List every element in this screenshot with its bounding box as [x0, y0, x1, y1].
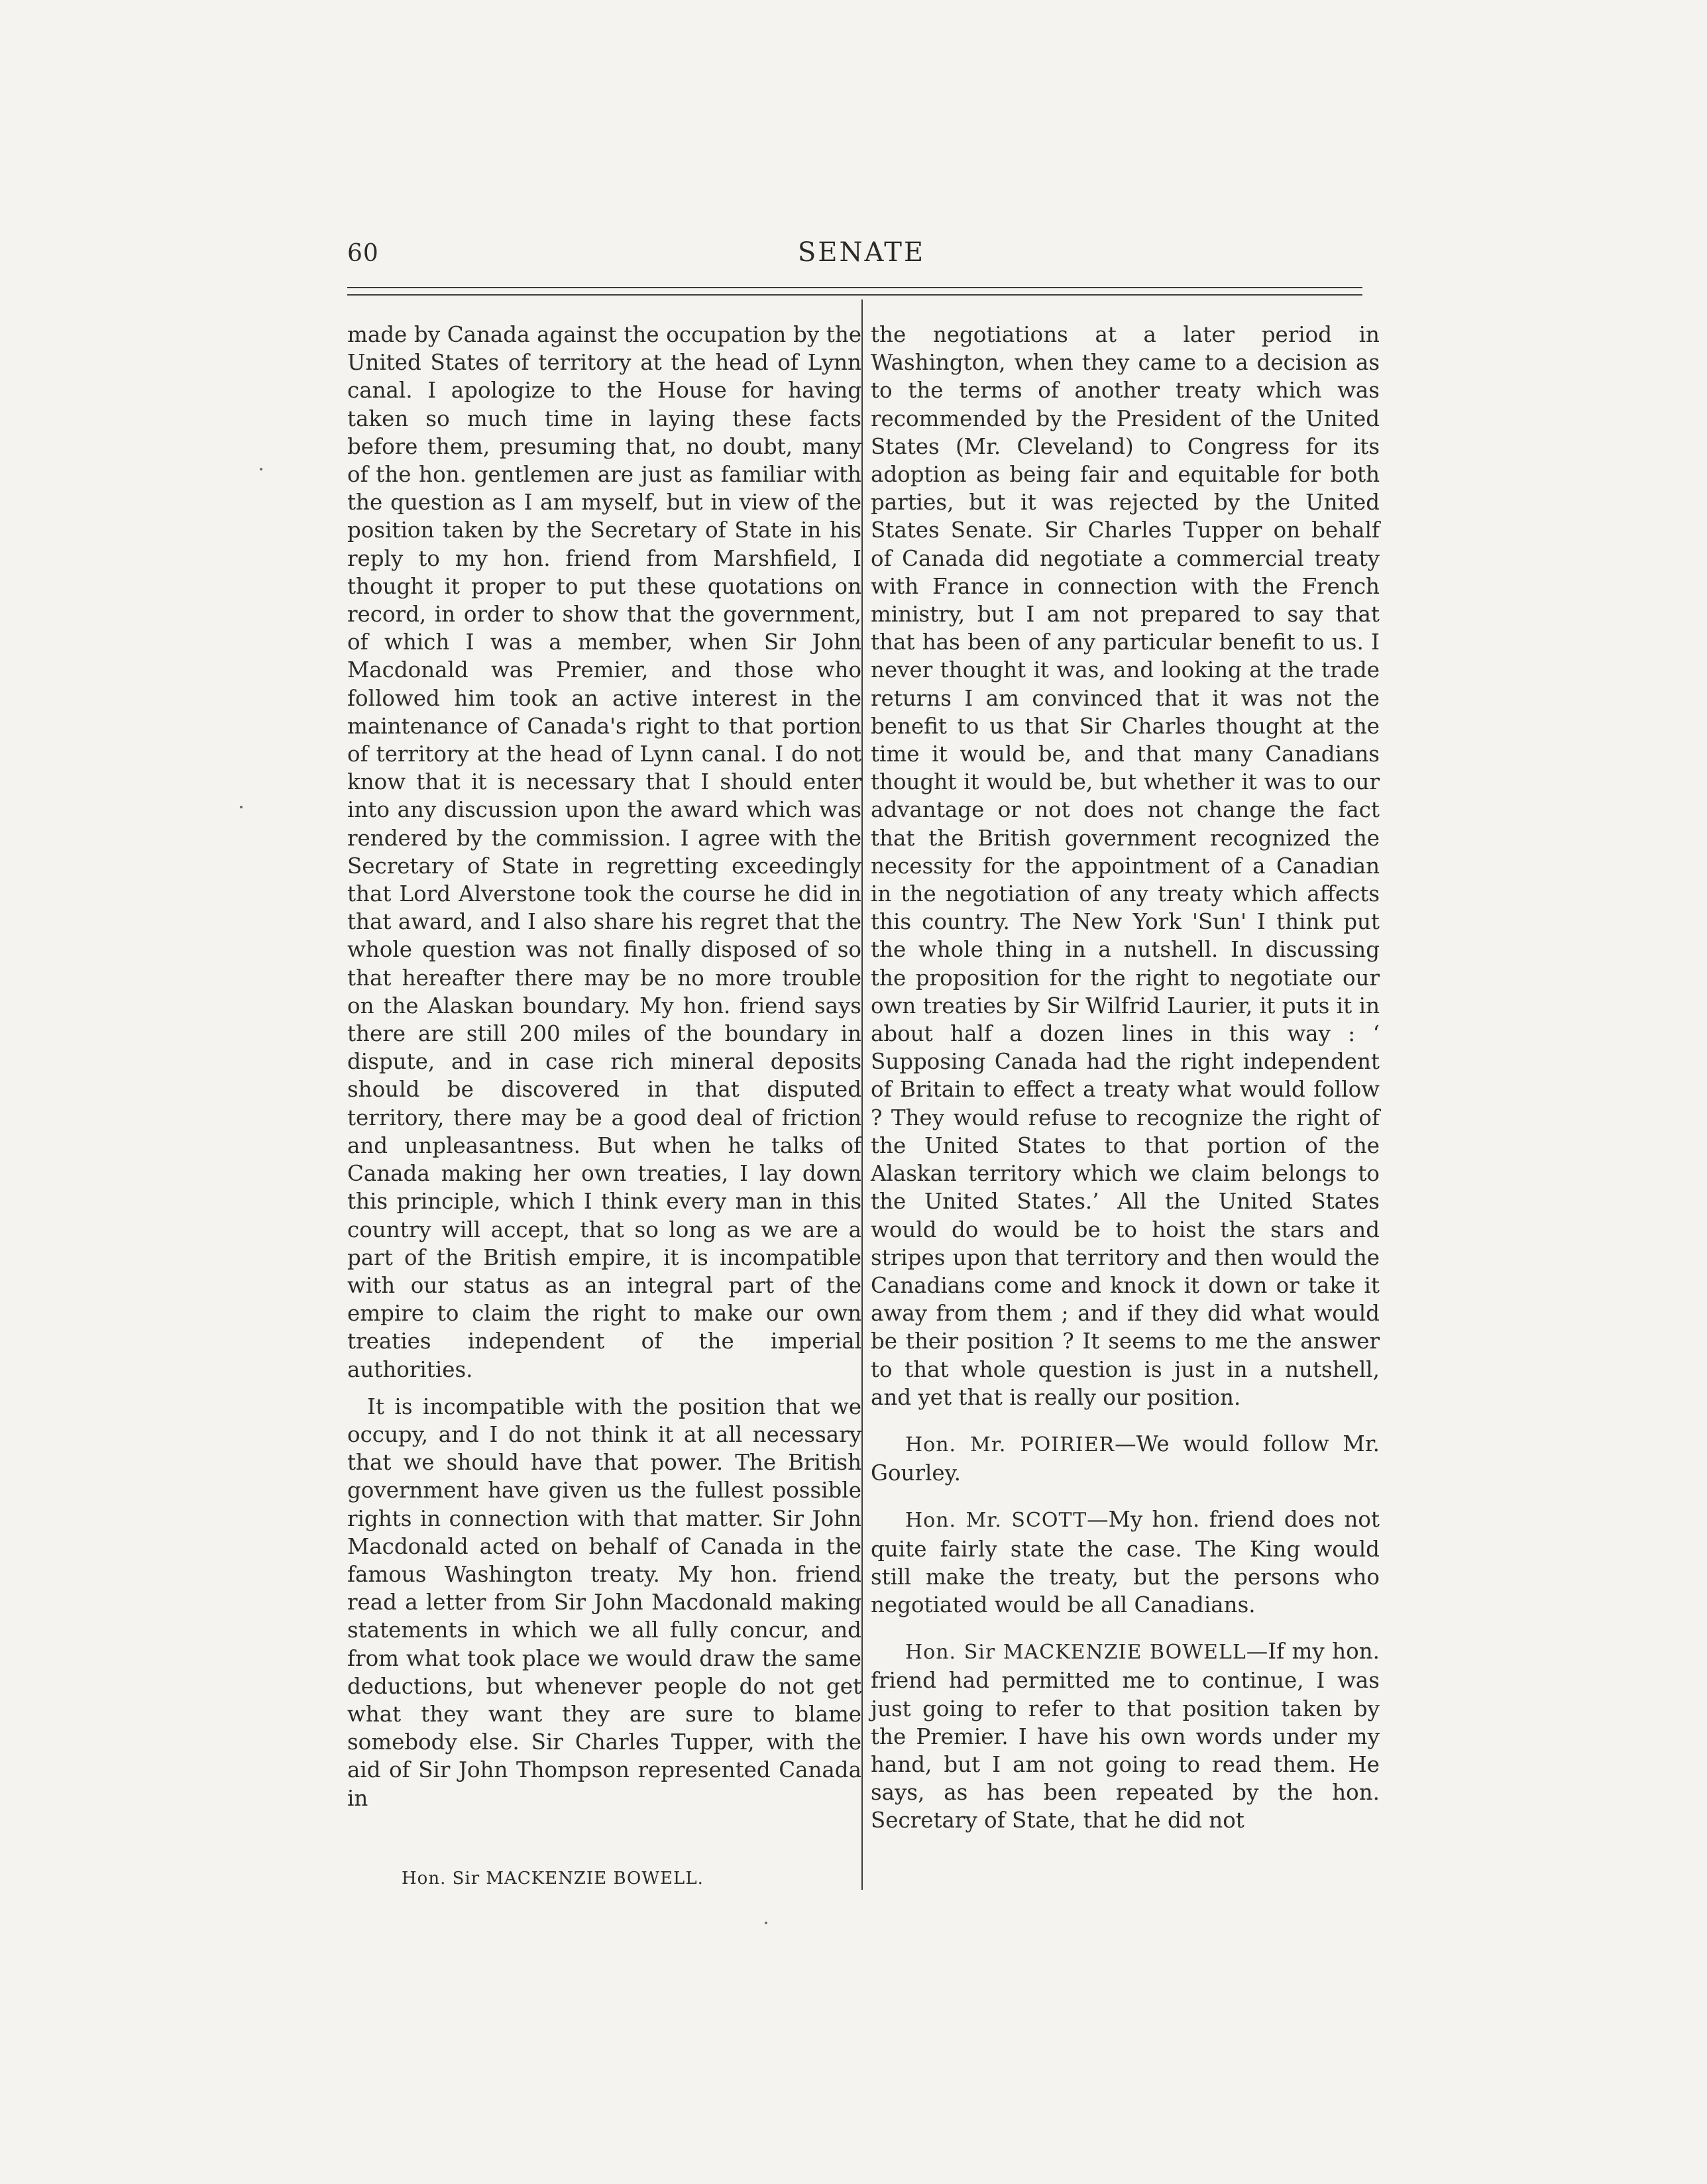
speech-text: —If my hon. friend had permitted me to continue, I was just going to refer to that position taken by the Premier. I have his own words under my hand, but I am not going to read them. He says, as has been repeated by the hon. Secretary of State, that he did not: [871, 1639, 1380, 1833]
scan-speck: [260, 468, 262, 470]
column-divider: [861, 300, 863, 1890]
speech-text: —We would follow Mr. Gourley.: [871, 1431, 1380, 1486]
left-paragraph-1: made by Canada against the occupation by the United States of territory at the head of Lynn canal. I apologize to the House for having taken so much time in laying these facts before them, presuming that, no doubt, many of the hon. gentlemen are just as familiar with the question as I am myself, but in view of the position taken by the Secretary of State in his reply to my hon. friend from Marshfield, I thought it proper to put these quotations on record, in order to show that the government, of which I was a member, when Sir John Macdonald was Premier, and those who followed him took an active interest in the maintenance of Canada's right to that portion of territory at the head of Lynn canal. I do not know that it is necessary that I should enter into any discussion upon the award which was rendered by the commission. I agree with the Secretary of State in regretting exceedingly that Lord Alverstone took the course he did in that award, and I also share his regret that the whole question was not finally disposed of so that hereafter there may be no more trouble on the Alaskan boundary. My hon. friend says there are still 200 miles of the boundary in dispute, and in case rich mineral deposits should be discovered in that disputed territory, there may be a good deal of friction and unpleasantness. But when he talks of Canada making her own treaties, I lay down this principle, which I think every man in this country will accept, that so long as we are a part of the British empire, it is incompatible with our status as an integral part of the empire to claim the right to make our own treaties independent of the imperial authorities.: [347, 322, 861, 1382]
speech-text: —My hon. friend does not quite fairly state the case. The King would still make the treaty, but the persons who negotiated would be all Canadians.: [871, 1507, 1380, 1617]
speech-poirier: [871, 1430, 1380, 1487]
scan-speck: [765, 1922, 767, 1924]
left-column: [347, 321, 861, 1812]
header-rule-bottom: [347, 294, 1362, 296]
speaker-name: Hon. Mr. SCOTT: [905, 1509, 1087, 1533]
header-rule-top: [347, 287, 1362, 288]
left-paragraph-2: It is incompatible with the position that we occupy, and I do not think it at all necessary that we should have that power. The British government have given us the fullest possible rights in connection with that matter. Sir John Macdonald acted on behalf of Canada in the famous Washington treaty. My hon. friend read a letter from Sir John Macdonald making statements in which we all fully concur, and from what took place we would draw the same deductions, but whenever people do not get what they want they are sure to blame somebody else. Sir Charles Tupper, with the aid of Sir John Thompson represented Canada in: [347, 1393, 861, 1811]
speech-bowell: [871, 1637, 1380, 1834]
speech-scott: [871, 1505, 1380, 1619]
running-head: SENATE: [797, 237, 926, 268]
page-number: 60: [347, 240, 379, 267]
right-paragraph-1: the negotiations at a later period in Washington, when they came to a decision as to the terms of another treaty which was recommended by the President of the United States (Mr. Cleveland) to Congress for its adoption as being fair and equitable for both parties, but it was rejected by the United States Senate. Sir Charles Tupper on behalf of Canada did negotiate a commercial treaty with France in connection with the French ministry, but I am not prepared to say that that has been of any particular benefit to us. I never thought it was, and looking at the trade returns I am convinced that it was not the benefit to us that Sir Charles thought at the time it would be, and that many Canadians thought it would be, but whether it was to our advantage or not does not change the fact that the British government recognized the necessity for the appointment of a Canadian in the negotiation of any treaty which affects this country. The New York 'Sun' I think put the whole thing in a nutshell. In discussing the proposition for the right to negotiate our own treaties by Sir Wilfrid Laurier, it puts it in about half a dozen lines in this way : ‘ Supposing Canada had the right independent of Britain to effect a treaty what would follow ? They would refuse to recognize the right of the United States to that portion of the Alaskan territory which we claim belongs to the United States.’ All the United States would do would be to hoist the stars and stripes upon that territory and then would the Canadians come and knock it down or take it away from them ; and if they did what would be their position ? It seems to me the answer to that whole question is just in a nutshell, and yet that is really our position.: [871, 322, 1380, 1410]
footer-speaker-line: Hon. Sir MACKENZIE BOWELL.: [402, 1869, 704, 1888]
right-column: [871, 321, 1380, 1835]
speaker-name: Hon. Sir MACKENZIE BOWELL: [905, 1641, 1246, 1665]
scan-speck: [240, 806, 243, 808]
speaker-name: Hon. Mr. POIRIER: [905, 1433, 1115, 1456]
